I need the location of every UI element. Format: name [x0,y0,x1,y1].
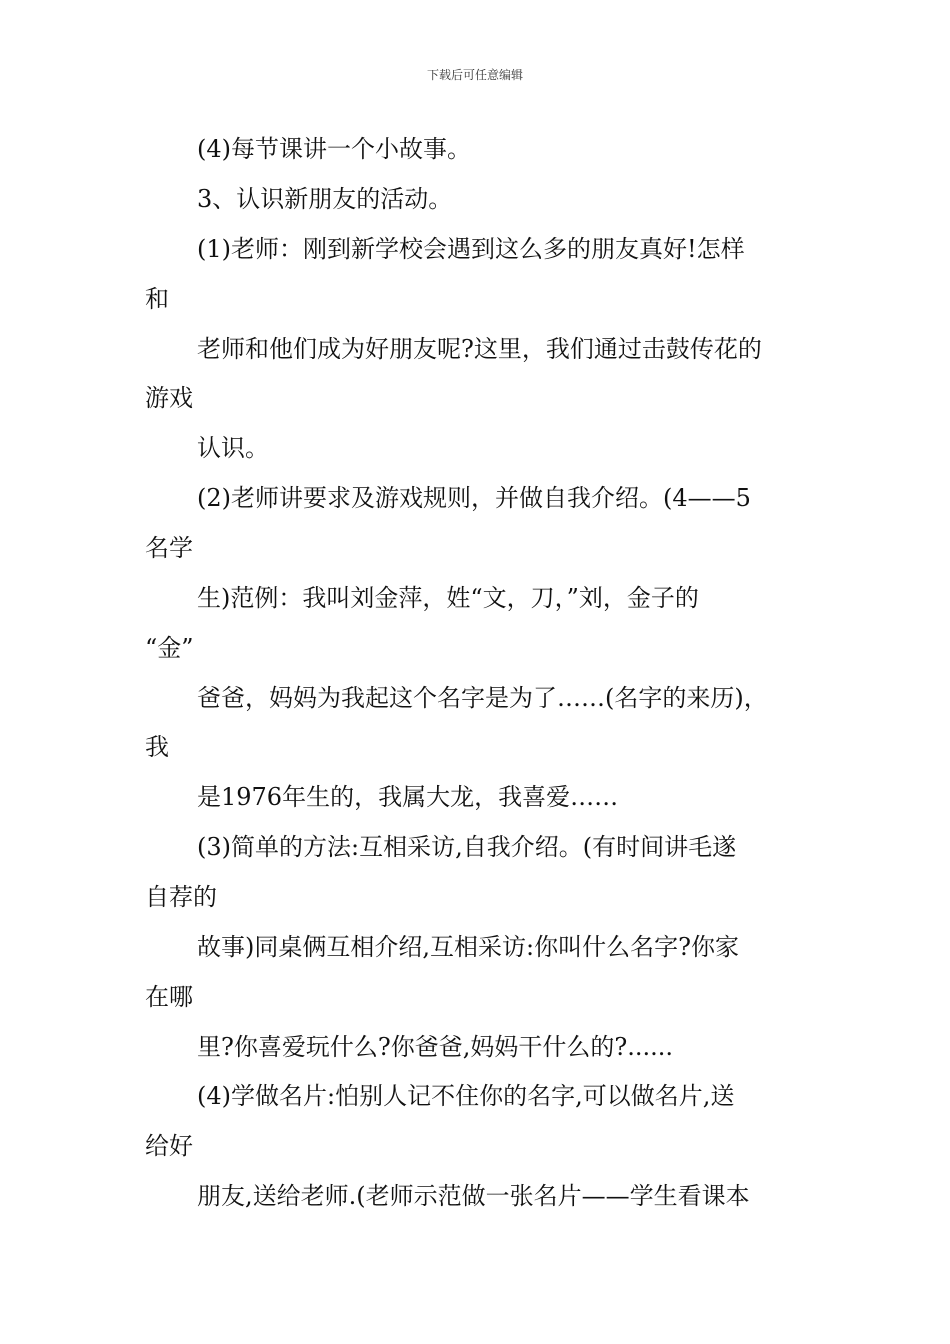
text-line: 3、认识新朋友的活动。 [197,185,453,213]
text-line: “金” [145,634,194,662]
text-line: 老师和他们成为好朋友呢?这里，我们通过击鼓传花的 [197,335,762,363]
text-line: 游戏 [145,384,193,412]
text-line: (1)老师：刚到新学校会遇到这么多的朋友真好!怎样 [197,235,745,263]
text-line: 故事)同桌俩互相介绍,互相采访:你叫什么名字?你家 [197,933,739,961]
text-line: 和 [145,285,169,313]
text-line: (2)老师讲要求及游戏规则，并做自我介绍。(4——5 [197,484,751,512]
text-line: 生)范例：我叫刘金萍，姓“文，刀，”刘，金子的 [197,584,699,612]
text-line: 朋友,送给老师.(老师示范做一张名片——学生看课本 [197,1182,750,1210]
text-line: 自荐的 [145,883,217,911]
page-header: 下载后可任意编辑 [426,68,523,82]
text-line: 认识。 [197,434,269,462]
text-line: 名学 [145,534,193,562]
text-line: 爸爸，妈妈为我起这个名字是为了……(名字的来历)， [197,684,768,712]
text-line: 是1976年生的，我属大龙，我喜爱…… [197,783,619,811]
text-line: 在哪 [145,983,193,1011]
text-line: (3)简单的方法:互相采访,自我介绍。(有时间讲毛遂 [197,833,737,861]
text-line: (4)每节课讲一个小故事。 [197,135,471,163]
text-line: 我 [145,733,169,761]
text-line: 里?你喜爱玩什么?你爸爸,妈妈干什么的?...... [197,1033,674,1061]
text-line: (4)学做名片:怕别人记不住你的名字,可以做名片,送 [197,1082,735,1110]
text-line: 给好 [145,1132,193,1160]
